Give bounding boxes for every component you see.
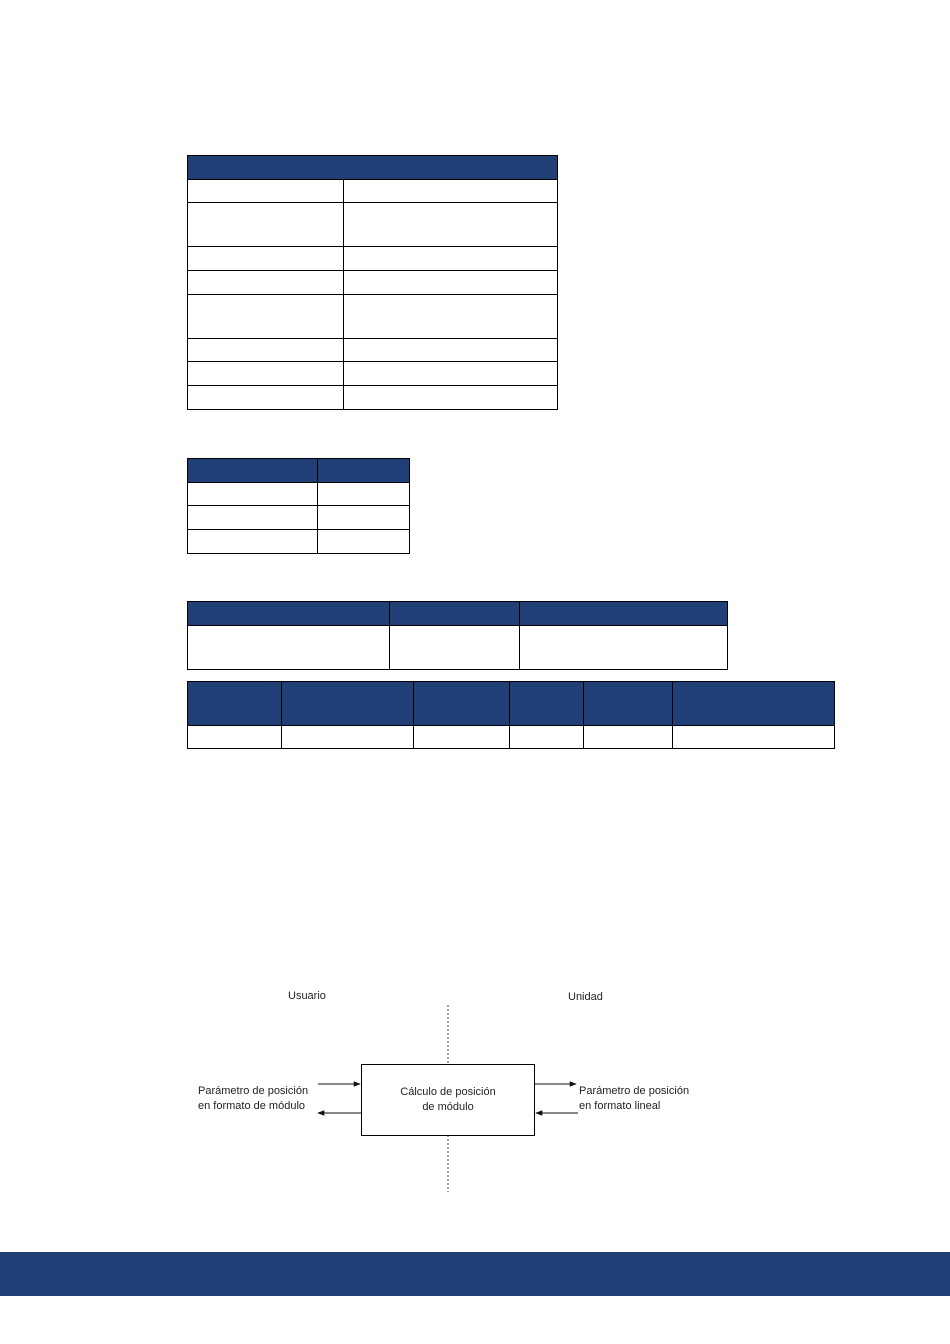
table-header [520, 602, 728, 626]
parameter-table-4 [187, 681, 835, 749]
block-label-line1: Cálculo de posición [400, 1086, 496, 1098]
parameter-table-1 [187, 155, 558, 410]
parameter-table-2 [187, 458, 410, 554]
table-cell [344, 203, 558, 247]
drive-side-label: Unidad [568, 991, 603, 1003]
left-label-line2: en formato de módulo [198, 1100, 306, 1112]
table-cell [188, 247, 344, 271]
table-cell [318, 483, 410, 506]
table-header [318, 459, 410, 483]
table-cell [188, 726, 282, 749]
table-cell [344, 295, 558, 339]
table-cell [344, 180, 558, 203]
modulo-format-parameter-label [198, 1084, 308, 1114]
table-cell [344, 271, 558, 295]
modulo-calculation-block [361, 1064, 535, 1136]
table-cell [344, 386, 558, 410]
table-header [510, 682, 584, 726]
table-cell [188, 271, 344, 295]
right-label-line1: Parámetro de posición [579, 1085, 690, 1097]
table-cell [318, 506, 410, 530]
table-cell [188, 530, 318, 554]
table-header [673, 682, 835, 726]
table-cell [584, 726, 673, 749]
table-cell [188, 483, 318, 506]
table-cell [188, 339, 344, 362]
table-header [188, 459, 318, 483]
footer-band [0, 1252, 950, 1296]
table-header [188, 156, 558, 180]
table-cell [318, 530, 410, 554]
parameter-table-3 [187, 601, 728, 670]
table-cell [344, 247, 558, 271]
linear-format-parameter-label [579, 1084, 689, 1114]
table-cell [188, 386, 344, 410]
table-cell [282, 726, 414, 749]
modulo-position-diagram [180, 985, 740, 1200]
table-cell [510, 726, 584, 749]
table-cell [188, 362, 344, 386]
table-cell [520, 626, 728, 670]
block-label-line2: de módulo [422, 1101, 474, 1113]
right-label-line2: en formato lineal [579, 1100, 661, 1112]
table-cell [390, 626, 520, 670]
table-cell [414, 726, 510, 749]
table-cell [188, 506, 318, 530]
table-header [188, 602, 390, 626]
left-label-line1: Parámetro de posición [198, 1085, 309, 1097]
table-header [414, 682, 510, 726]
table-cell [344, 339, 558, 362]
user-side-label: Usuario [288, 990, 326, 1002]
table-header [584, 682, 673, 726]
table-header [282, 682, 414, 726]
table-header [390, 602, 520, 626]
table-cell [188, 295, 344, 339]
table-cell [673, 726, 835, 749]
table-cell [188, 203, 344, 247]
table-cell [188, 180, 344, 203]
table-header [188, 682, 282, 726]
table-cell [188, 626, 390, 670]
table-cell [344, 362, 558, 386]
